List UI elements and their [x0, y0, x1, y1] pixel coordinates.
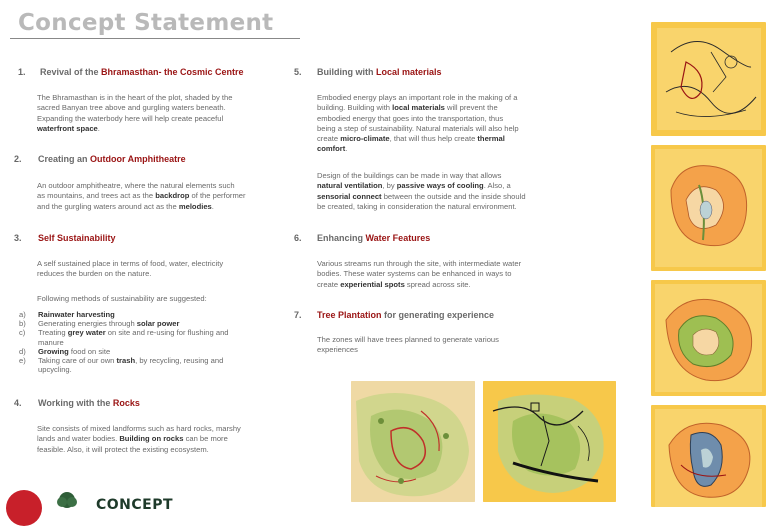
list-item: a) Rainwater harvesting — [19, 310, 115, 319]
section-body: An outdoor amphitheatre, where the natural elements such as mountains, and trees act as the backdrop of the performer and the gurgling waters around act as the melodies. — [37, 181, 246, 211]
section-number: 7. — [294, 310, 302, 320]
concept-logo-text: CONCEPT — [96, 497, 174, 513]
list-item: manure — [38, 337, 64, 347]
section-heading: Self Sustainability — [38, 233, 116, 243]
section-number: 4. — [14, 398, 22, 408]
section-3 — [14, 233, 278, 383]
section-body-2: Design of the buildings can be made in way that allows natural ventilation, by passive ways of cooling. Also, a sensorial connect between the outside and the inside should be created, taking in consideration the natural environment. — [317, 171, 526, 211]
methods-list — [19, 310, 269, 374]
list-item: upcycling. — [38, 365, 72, 375]
section-7 — [294, 310, 544, 360]
section-heading: Revival of the Bhramasthan- the Cosmic Centre — [40, 67, 244, 77]
concept-sketch-2 — [651, 145, 766, 271]
section-body: Embodied energy plays an important role in the making of a building. Building with local materials will prevent the embodied energy that goes into the transportation, thus being a step of sustainability. Natural materials will also help create micro-climate, that will thus help create thermal comfort. — [317, 93, 519, 154]
section-heading: Building with Local materials — [317, 67, 442, 77]
section-2 — [14, 154, 278, 214]
page-title: Concept Statement — [18, 10, 274, 36]
section-number: 6. — [294, 233, 302, 243]
list-item: d) Growing food on site — [19, 346, 111, 356]
brand-seal-icon — [6, 490, 42, 526]
concept-sketch-3 — [651, 280, 766, 396]
section-heading: Enhancing Water Features — [317, 233, 431, 243]
list-item: e) Taking care of our own trash, by recycling, reusing and — [19, 356, 224, 366]
section-heading: Working with the Rocks — [38, 398, 140, 408]
section-number: 3. — [14, 233, 22, 243]
section-body: A self sustained place in terms of food, water, electricity reduces the burden on the nature. — [37, 259, 224, 279]
concept-sketch-1 — [651, 22, 766, 136]
title-divider — [10, 38, 300, 39]
list-item: b) Generating energies through solar power — [19, 319, 180, 329]
section-number: 5. — [294, 67, 302, 77]
section-body: The zones will have trees planned to generate various experiences — [317, 335, 499, 355]
site-plan-water-features — [483, 381, 616, 502]
section-1 — [18, 67, 278, 137]
section-body: Various streams run through the site, with intermediate water bodies. These water systems can be enhanced in ways to create experiential spots spread across site. — [317, 259, 522, 289]
methods-intro: Following methods of sustainability are suggested: — [37, 294, 207, 303]
section-body: Site consists of mixed landforms such as hard rocks, marshy lands and water bodies. Building on rocks can be more feasible. Also, it will protect the existing ecosystem. — [37, 424, 241, 454]
list-item: c) Treating grey water on site and re-using for flushing and — [19, 328, 229, 338]
section-number: 1. — [18, 67, 26, 77]
tree-logo-icon — [54, 490, 80, 510]
site-plan-tree-plantation — [351, 381, 475, 502]
section-6 — [294, 233, 544, 293]
section-body: The Bhramasthan is in the heart of the plot, shaded by the sacred Banyan tree above and gurgling waters beneath. Expanding the waterbody here will help create peaceful waterfront space. — [37, 93, 233, 133]
concept-sketch-4 — [651, 405, 766, 507]
section-5 — [294, 67, 544, 217]
section-heading: Creating an Outdoor Amphitheatre — [38, 154, 186, 164]
section-number: 2. — [14, 154, 22, 164]
section-heading: Tree Plantation for generating experience — [317, 310, 495, 320]
section-4 — [14, 398, 278, 458]
